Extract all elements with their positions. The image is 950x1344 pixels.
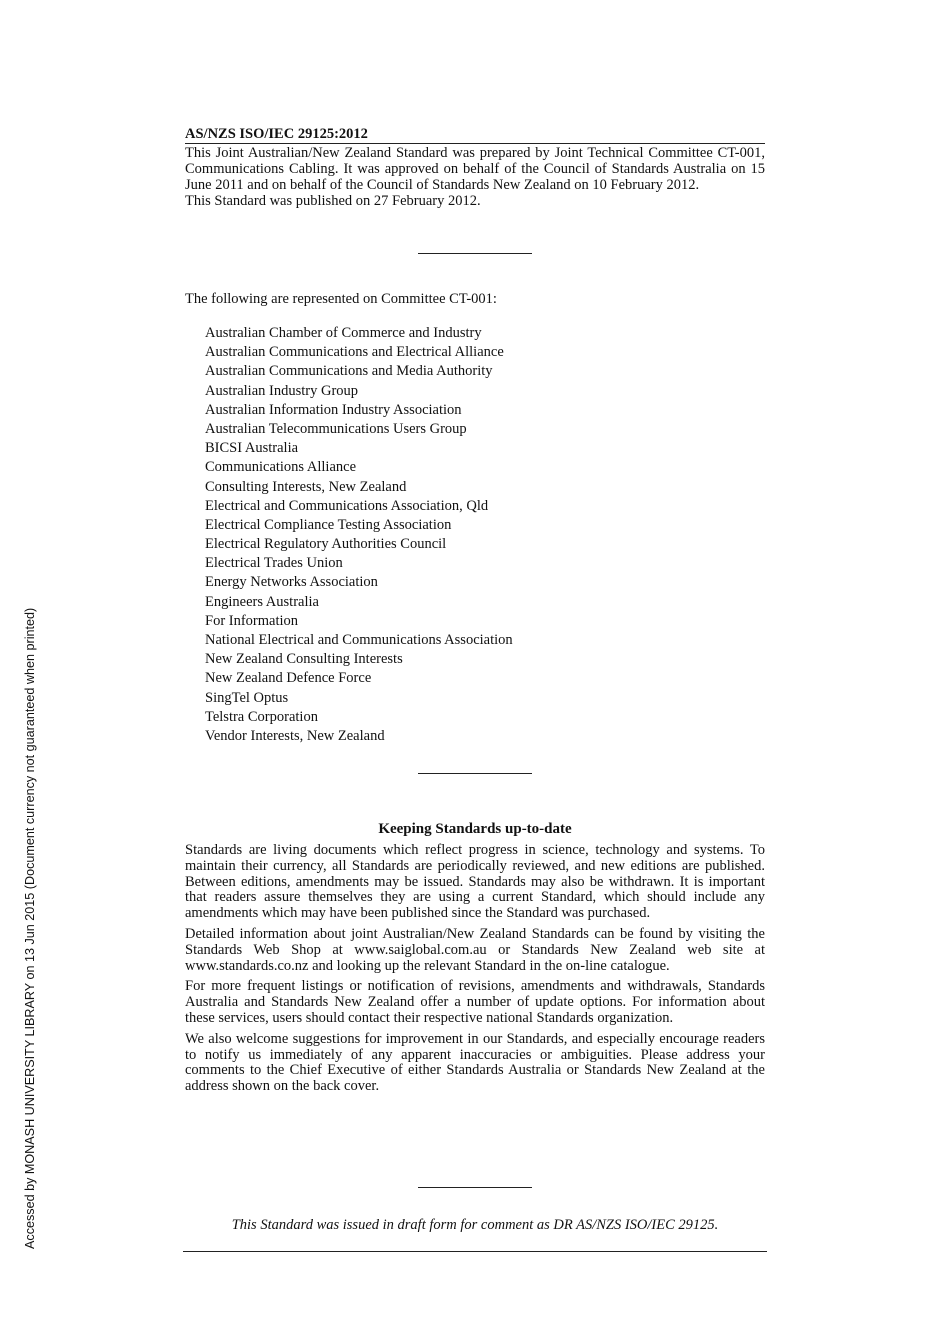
keeping-standards-title: Keeping Standards up-to-date <box>378 821 572 837</box>
access-watermark: Accessed by MONASH UNIVERSITY LIBRARY on 13 Jun 2015 (Document currency not guaranteed when printed) <box>23 607 37 1249</box>
footer-rule <box>183 1251 767 1252</box>
committee-intro: The following are represented on Committee CT-001: <box>185 291 497 307</box>
committee-member: SingTel Optus <box>205 689 289 706</box>
section-divider <box>418 773 532 774</box>
committee-member: Electrical Regulatory Authorities Council <box>205 536 447 553</box>
keeping-standards-paragraph: Detailed information about joint Australian/New Zealand Standards can be found by visiting the Standards Web Shop at www.saiglobal.com.au or Standards New Zealand web site at www.standards.co.nz and looking up the relevant Standard in the on-line catalogue. <box>185 925 765 974</box>
committee-member: Engineers Australia <box>205 593 319 610</box>
committee-member: Electrical and Communications Association, Qld <box>205 497 489 514</box>
committee-member: New Zealand Defence Force <box>205 670 372 687</box>
section-divider <box>418 1187 532 1188</box>
committee-member: Australian Industry Group <box>205 382 359 399</box>
draft-note: This Standard was issued in draft form for comment as DR AS/NZS ISO/IEC 29125. <box>231 1217 719 1233</box>
keeping-standards-body <box>185 843 765 1100</box>
committee-member: Australian Communications and Media Authority <box>205 363 493 380</box>
committee-member: Consulting Interests, New Zealand <box>205 478 407 495</box>
committee-member: New Zealand Consulting Interests <box>205 651 403 668</box>
committee-member: Electrical Compliance Testing Association <box>205 516 452 533</box>
committee-member: Electrical Trades Union <box>205 555 343 572</box>
committee-member: Australian Telecommunications Users Group <box>205 420 467 437</box>
committee-member: Telstra Corporation <box>205 708 318 725</box>
keeping-standards-paragraph: Standards are living documents which reflect progress in science, technology and systems. To maintain their currency, all Standards are periodically reviewed, and new editions are published. Between editions, amendments may be issued. Standards may also be withdrawn. It is important that readers assure themselves they are using a current Standard, which should include any amendments which may have been published since the Standard was purchased. <box>185 842 765 922</box>
committee-member: For Information <box>205 612 299 629</box>
publication-date: This Standard was published on 27 February 2012. <box>185 193 481 209</box>
committee-member: BICSI Australia <box>205 440 299 457</box>
committee-member: Communications Alliance <box>205 459 357 476</box>
committee-member: Energy Networks Association <box>205 574 378 591</box>
committee-member: Vendor Interests, New Zealand <box>205 727 385 744</box>
committee-member: Australian Information Industry Association <box>205 401 462 418</box>
section-divider <box>418 253 532 254</box>
preparation-block <box>185 145 765 209</box>
keeping-standards-paragraph: For more frequent listings or notification of revisions, amendments and withdrawals, Standards Australia and Standards New Zealand offer a number of update options. For information about these services, users should contact their respective national Standards organization. <box>185 978 765 1026</box>
committee-member: National Electrical and Communications Association <box>205 632 513 648</box>
preparation-paragraph: This Joint Australian/New Zealand Standard was prepared by Joint Technical Committee CT-001, Communications Cabling. It was approved on behalf of the Council of Standards Australia on 15 June 2011 and on behalf of the Council of Standards New Zealand on 10 February 2012. <box>185 145 765 193</box>
keeping-standards-paragraph: We also welcome suggestions for improvement in our Standards, and especially encourage readers to notify us immediately of any apparent inaccuracies or ambiguities. Please address your comments to the Chief Executive of either Standards Australia or Standards New Zealand at the address shown on the back cover. <box>185 1030 765 1095</box>
committee-member: Australian Communications and Electrical Alliance <box>205 344 504 361</box>
standard-number: AS/NZS ISO/IEC 29125:2012 <box>185 125 765 144</box>
committee-member-list <box>205 325 513 747</box>
committee-member: Australian Chamber of Commerce and Industry <box>205 325 482 341</box>
